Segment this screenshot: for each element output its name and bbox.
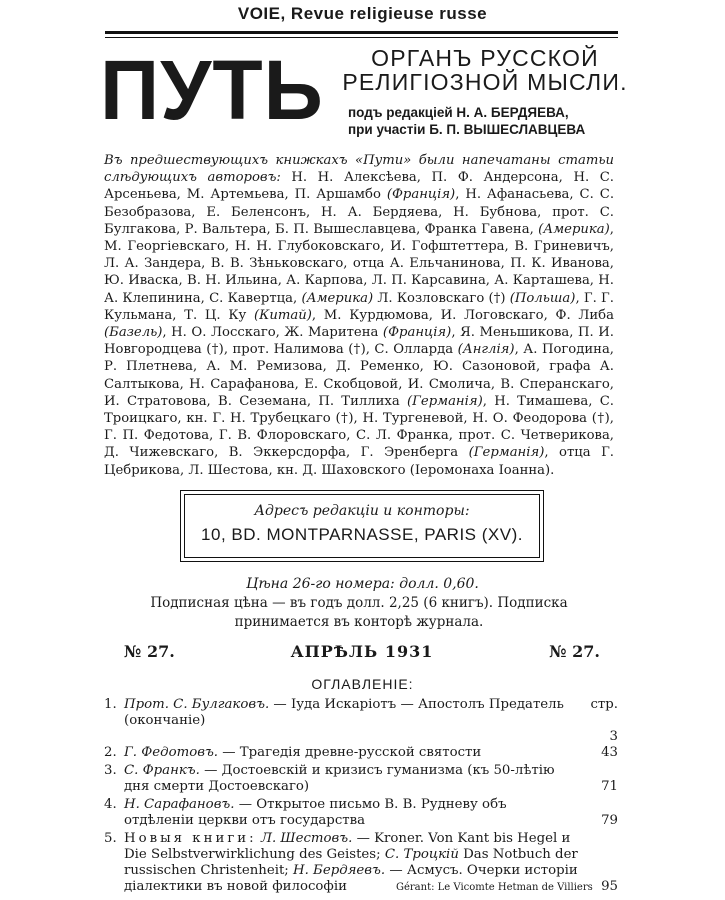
toc-item-author: Л. Шестовъ.: [260, 831, 353, 846]
authors-text: , М. Курдюмова, И. Логовскаго, Ф. Либа: [311, 307, 614, 323]
author-country: (Польша): [509, 290, 576, 306]
toc-item-text: [124, 697, 578, 729]
toc-item: [104, 797, 618, 829]
toc-item: [104, 745, 618, 761]
author-country: (Германiя): [468, 445, 545, 461]
issue-number-right: № 27.: [549, 642, 600, 661]
subtitle-line-2: РЕЛИГIОЗНОЙ МЫСЛИ.: [342, 69, 628, 95]
toc-item-author: Н. Бердяевъ.: [293, 863, 386, 878]
toc-item-text: [124, 745, 578, 761]
toc-item-number: 5.: [104, 831, 117, 846]
toc-item-page: 79: [601, 813, 618, 828]
address-box: [180, 490, 544, 562]
toc-item-author: Г. Федотовъ.: [124, 745, 219, 760]
authors-text: , А. Погодина, Р. Плетнева, А. М. Ремизова, Д. Ременко, Ю. Сазоновой, графа А. Салтыкова, Н. Сарафанова, Е. Скобцовой, И. Смолича, В. Сперанскаго, И. Стратовова, В. Сеземана, П. Тиллиха: [104, 342, 614, 409]
toc-item-number: 1.: [104, 697, 117, 712]
authors-text: Л. Козловскаго (†): [373, 290, 510, 306]
editor-line-1: подъ редакцiей Н. А. БЕРДЯЕВА,: [348, 105, 569, 120]
author-country: (Германiя): [407, 393, 483, 409]
toc-item-title: Das Notbuch der russischen Christenheit;: [124, 847, 578, 878]
authors-text: , Я. Меньшикова, П. И. Новгородцева (†), прот. Налимова (†), С. Олларда: [104, 325, 614, 358]
journal-title-line: VOIE, Revue religieuse russe: [237, 4, 488, 23]
toc-item-title: — Iуда Искарiотъ — Апостолъ Предатель (окончанiе): [124, 697, 564, 728]
issue-date: АПРѢЛЬ 1931: [290, 642, 434, 661]
subtitle-line-1: ОРГАНЪ РУССКОЙ: [371, 45, 599, 71]
header-rule-thick: [105, 31, 618, 34]
journal-subtitle: [340, 46, 630, 94]
author-country: (Францiя): [382, 325, 452, 341]
issue-number-left: № 27.: [124, 642, 175, 661]
toc-page-label: стр.: [590, 697, 618, 712]
editor-credit: [348, 104, 585, 138]
authors-text: , Н. Тимашева, С. Троицкаго, кн. Г. Н. Трубецкаго (†), Н. Тургеневой, Н. О. Феодорова (†), Г. П. Федотова, Г. В. Флоровскаго, С. Л. Франка, прот. С. Четверикова, Д. Чижевскаго, В. Эккерсдорфа, Г. Эренберга: [104, 393, 614, 461]
journal-logo: ПУТЬ: [100, 43, 324, 137]
toc-item-page: 43: [601, 745, 618, 760]
author-country: (Францiя): [386, 187, 456, 203]
toc-item: [104, 763, 618, 795]
author-country: (Китай): [254, 307, 312, 323]
authors-text: , отца Г. Цебрикова, Л. Шестова, кн. Д. Шаховского (Iеромонаха Iоанна).: [104, 445, 614, 478]
toc-item-page: 95: [601, 879, 618, 894]
toc-item-title: — Трагедiя древне-русской святости: [218, 745, 482, 760]
toc-item-title: — Kroner. Von Kant bis Hegel и Die Selbstverwirklichung des Geistes;: [124, 831, 571, 862]
toc-item-author: Прот. С. Булгаковъ.: [124, 697, 270, 712]
author-country: (Америка): [301, 290, 374, 306]
toc-item-author: Н. Сарафановъ.: [124, 797, 235, 812]
toc-item-number: 2.: [104, 745, 117, 760]
table-of-contents: [104, 697, 618, 897]
issue-price: Цѣна 26-го номера: долл. 0,60.: [246, 576, 479, 592]
author-country: (Америка): [538, 221, 610, 237]
authors-text: Н. Н. Алексѣева, П. Ф. Андерсона, Н. С. Арсеньева, М. Артемьева, П. Аршамбо: [104, 170, 614, 203]
toc-item-number: 3.: [104, 763, 117, 778]
author-country: (Англiя): [457, 342, 515, 358]
address-label: Адресъ редакцiи и конторы:: [254, 503, 470, 519]
address-value: 10, BD. MONTPARNASSE, PARIS (XV).: [201, 525, 523, 544]
toc-item-page: 71: [601, 779, 618, 794]
toc-item-author: С. Франкъ.: [124, 763, 200, 778]
authors-text: , М. Георгiевскаго, Н. Н. Глубоковскаго, И. Гофштеттера, В. Гриневичъ, Л. А. Зандера, В. В. Зѣньковскаго, отца А. Ельчанинова, П. К. Иванова, Ю. Иваска, В. Н. Ильина, А. Карпова, Л. П. Карсавина, А. Карташева, Н. А. Клепинина, С. Кавертца,: [104, 221, 614, 306]
header-rule-thin: [105, 37, 618, 38]
authors-text: , Г. Г. Кульмана, Т. Ц. Ку: [104, 290, 614, 323]
toc-item: [104, 697, 618, 744]
authors-paragraph: [104, 152, 614, 479]
toc-item-author: С. Троцкiй: [384, 847, 459, 862]
toc-item-title: — Достоевскiй и кризисъ гуманизма (къ 50-лѣтiю дня смерти Достоевскаго): [124, 763, 555, 794]
gerant-credit: Gérant: Le Vicomte Hetman de Villiers: [396, 882, 593, 893]
toc-item-title: — Асмусъ. Очерки исторiи дiалектики въ новой философiи: [124, 863, 578, 894]
author-country: (Базель): [104, 325, 163, 341]
toc-item-number: 4.: [104, 797, 117, 812]
editor-line-2: при участiи Б. П. ВЫШЕСЛАВЦЕВА: [348, 122, 586, 137]
toc-item-text: [124, 797, 578, 829]
toc-section-label: Новыя книги:: [124, 831, 257, 846]
toc-item-title: — Открытое письмо В. В. Рудневу объ отдѣленiи церкви отъ государства: [124, 797, 507, 828]
toc-heading: ОГЛАВЛЕНIЕ:: [311, 676, 414, 692]
toc-item-page: 3: [609, 729, 618, 744]
authors-text: , Н. О. Лосскаго, Ж. Маритена: [162, 325, 383, 341]
toc-item-text: [124, 763, 578, 795]
authors-intro: Въ предшествующихъ книжкахъ «Пути» были напечатаны статьи слѣдующихъ авторовъ:: [104, 153, 614, 186]
subscription-info: Подписная цѣна — въ годъ долл. 2,25 (6 книгъ). Подписка принимается въ конторѣ журнала.: [150, 595, 568, 630]
authors-text: , Н. Афанасьева, С. С. Безобразова, Е. Беленсонъ, Н. А. Бердяева, Н. Бубнова, прот. С. Булгакова, Р. Вальтера, Б. П. Вышеславцева, Франка Гавена,: [104, 187, 615, 237]
